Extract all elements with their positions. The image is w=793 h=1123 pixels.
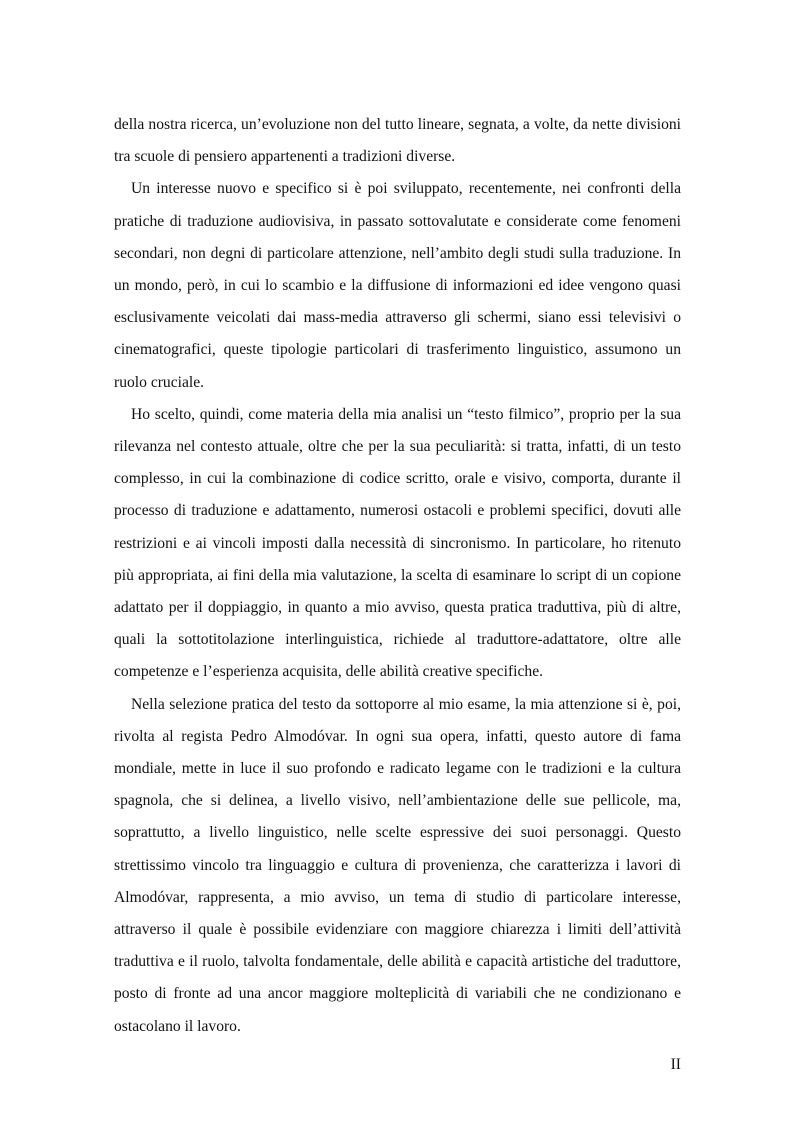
paragraph-continuation: della nostra ricerca, un’evoluzione non del tutto lineare, segnata, a volte, da nette divisioni tra scuole di pensiero appartenenti a tradizioni diverse. (114, 116, 681, 166)
paragraph-film-text: Ho scelto, quindi, come materia della mia analisi un “testo filmico”, proprio per la sua rilevanza nel contesto attuale, oltre che per la sua peculiarità: si tratta, infatti, di un testo complesso, in cui la combinazione di codice scritto, orale e visivo, comporta, durante il processo di traduzione e adattamento, numerosi ostacoli e problemi specifici, dovuti alle restrizioni e ai vincoli imposti dalla necessità di sincronismo. In particolare, ho ritenuto più appropriata, ai fini della mia valutazione, la scelta di esaminare lo script di un copione adattato per il doppiaggio, in quanto a mio avviso, questa pratica traduttiva, più di altre, quali la sottotitolazione interlinguistica, richiede al traduttore-adattatore, oltre alle competenze e l’esperienza acquisita, delle abilità creative specifiche. (114, 405, 681, 681)
body-text (114, 109, 681, 1043)
paragraph-audiovisual-translation: Un interesse nuovo e specifico si è poi sviluppato, recentemente, nei confronti della pratiche di traduzione audiovisiva, in passato sottovalutate e considerate come fenomeni secondari, non degni di particolare attenzione, nell’ambito degli studi sulla traduzione. In un mondo, però, in cui lo scambio e la diffusione di informazioni ed idee vengono quasi esclusivamente veicolati dai mass-media attraverso gli schermi, siano essi televisivi o cinematografici, queste tipologie particolari di trasferimento linguistico, assumono un ruolo cruciale. (114, 180, 681, 391)
paragraph-almodovar: Nella selezione pratica del testo da sottoporre al mio esame, la mia attenzione si è, poi, rivolta al regista Pedro Almodóvar. In ogni sua opera, infatti, questo autore di fama mondiale, mette in luce il suo profondo e radicato legame con le tradizioni e la cultura spagnola, che si delinea, a livello visivo, nell’ambientazione delle sue pellicole, ma, soprattutto, a livello linguistico, nelle scelte espressive dei suoi personaggi. Questo strettissimo vincolo tra linguaggio e cultura di provenienza, che caratterizza i lavori di Almodóvar, rappresenta, a mio avviso, un tema di studio di particolare interesse, attraverso il quale è possibile evidenziare con maggiore chiarezza i limiti dell’attività traduttiva e il ruolo, talvolta fondamentale, delle abilità e capacità artistiche del traduttore, posto di fronte ad una ancor maggiore molteplicità di variabili che ne condizionano e ostacolano il lavoro. (114, 695, 681, 1035)
page-number: II (670, 1056, 681, 1073)
